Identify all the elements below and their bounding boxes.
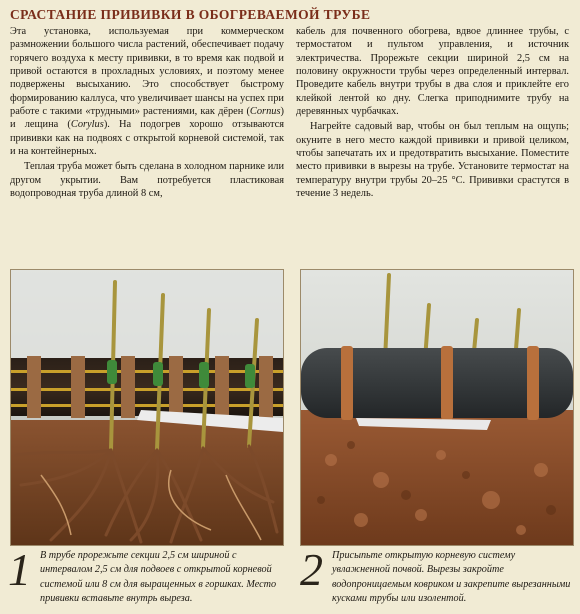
paragraph: Теплая труба может быть сделана в холодном парнике или другом укрытии. Вам потребуется пластиковая водопроводная труба длиной 8 см, — [10, 161, 284, 200]
paragraph: кабель для почвенного обогрева, вдвое длиннее трубы, с термостатом и пультом управления, и источник электричества. Прорежьте секции шириной 2,5 см на половину окружности трубы через определенный интервал. Проведите кабель внутри трубы в два слоя и приклейте его клейкой лентой ко дну. Слегка приподнимите трубу на деревянных чурбачках. — [296, 26, 569, 118]
photo-grafts-in-pipe — [10, 269, 284, 546]
page-title: СРАСТАНИЕ ПРИВИВКИ В ОБОГРЕВАЕМОЙ ТРУБЕ — [10, 7, 371, 22]
latin-name: Cornus — [249, 106, 281, 118]
photo-covered-pipe — [300, 269, 574, 546]
step-number: 2 — [300, 544, 323, 595]
covered-pipe-illustration — [301, 270, 573, 545]
caption-step-2 — [298, 544, 574, 612]
step-number: 1 — [8, 544, 31, 595]
latin-name: Corylus — [70, 119, 104, 131]
caption-step-1 — [6, 544, 282, 612]
text-column-left — [10, 25, 284, 200]
caption-text: В трубе прорежьте секции 2,5 см шириной с интервалом 2,5 см для подвоев с открытой корневой системой или 8 см для выращенных в горшках. Место прививки вставьте внутрь выреза. — [40, 550, 277, 605]
text-column-right — [296, 25, 569, 200]
grafts-in-pipe-illustration — [11, 270, 283, 545]
paragraph: Эта установка, используемая при коммерческом размножении большого числа растений, обеспечивает подачу горячего воздуха к месту прививки, в то время как подвой и привой остаются в прохладных условиях, и поэтому менее подвержены высыханию. Это способствует быстрому формированию каллуса, что увеличивает шансы на успех при работе с такими «трудными» растениями, как дёрен (Cornus) и лещина (Corylus). На подогрев хорошо отзываются прививки как на подвоях с открытой корневой системой, так и на контейнерных. — [10, 26, 285, 158]
caption-text: Присыпьте открытую корневую систему увлажненной почвой. Вырезы закройте водопроницаемым ковриком и закрепите вырезанными кусками трубы или изолентой. — [332, 550, 571, 605]
paragraph: Нагрейте садовый вар, чтобы он был теплым на ощупь; окуните в него место каждой прививки и привой целиком, чтобы запечатать их и предотвратить высыхание. Поместите место прививки в вырезы на трубе. Установите термостат на температуру внутри трубы 20–25 °С. Прививки срастутся в течение 3 недель. — [296, 121, 569, 200]
